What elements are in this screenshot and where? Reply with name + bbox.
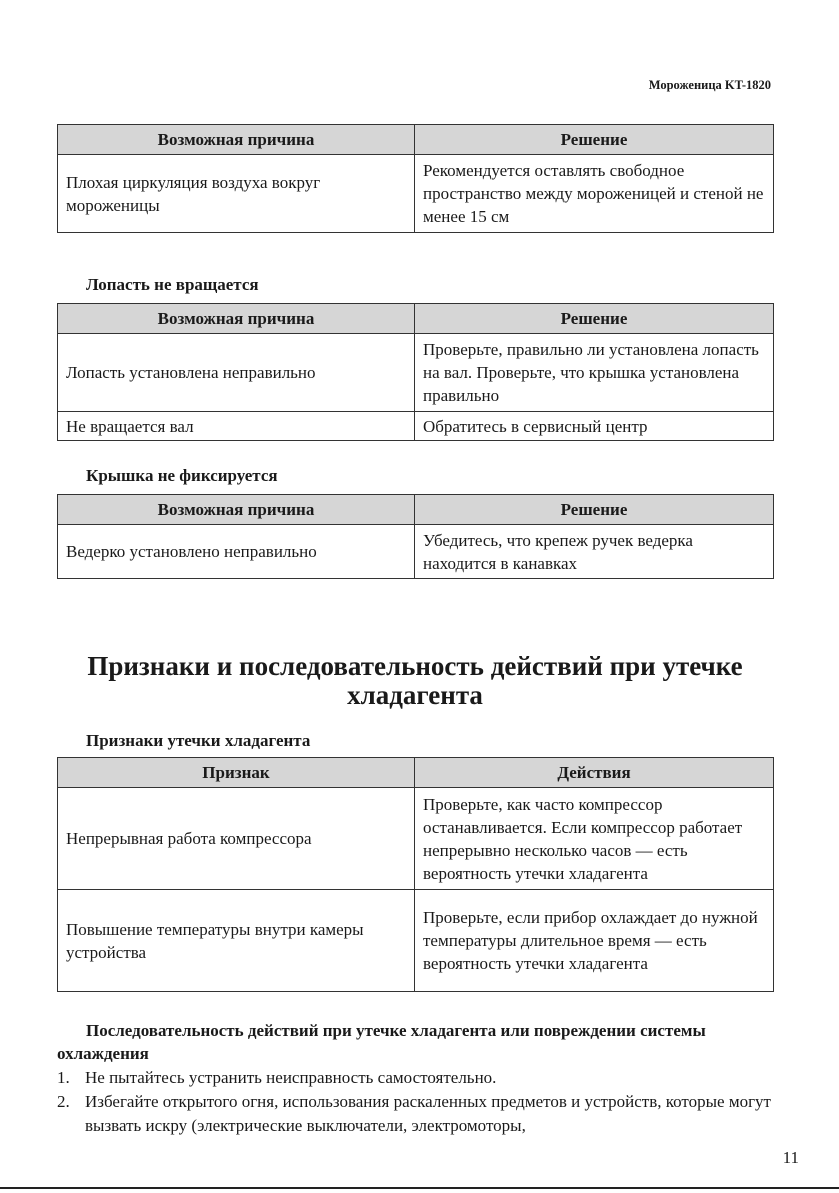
- column-header-solution: Решение: [415, 304, 774, 334]
- section-title-blade: Лопасть не вращается: [86, 275, 259, 294]
- solution-cell: Обратитесь в сервисный центр: [415, 412, 774, 441]
- list-item: [57, 1090, 773, 1138]
- step-number: 1.: [57, 1068, 70, 1087]
- action-cell: Проверьте, если прибор охлаждает до нужной температуры длительное время — есть вероятность утечки хладагента: [415, 890, 774, 992]
- table-row: [58, 890, 774, 992]
- table-row: [58, 788, 774, 890]
- page-title: Признаки и последовательность действий при утечке хладагента: [87, 651, 743, 710]
- table-row: [58, 334, 774, 412]
- table-air-circulation: [57, 124, 774, 233]
- column-header-cause: Возможная причина: [58, 495, 415, 525]
- sign-cell: Непрерывная работа компрессора: [58, 788, 415, 890]
- steps-list: [57, 1066, 773, 1138]
- page-number: 11: [782, 1148, 799, 1167]
- step-text: Не пытайтесь устранить неисправность самостоятельно.: [85, 1068, 497, 1087]
- column-header-solution: Решение: [415, 125, 774, 155]
- table-row: [58, 155, 774, 233]
- cause-cell: Лопасть установлена неправильно: [58, 334, 415, 412]
- section-title-lid: Крышка не фиксируется: [86, 466, 278, 485]
- table-leak-signs: [57, 757, 774, 992]
- sequence-title: Последовательность действий при утечке хладагента или повреждении системы охлаждения: [57, 1021, 706, 1063]
- section-title-leak-signs: Признаки утечки хладагента: [86, 731, 311, 750]
- cause-cell: Плохая циркуляция воздуха вокруг мороженицы: [58, 155, 415, 233]
- step-text: Избегайте открытого огня, использования раскаленных предметов и устройств, которые могут вызвать искру (электрические выключатели, электромоторы,: [85, 1092, 771, 1135]
- solution-cell: Убедитесь, что крепеж ручек ведерка находится в канавках: [415, 525, 774, 579]
- column-header-cause: Возможная причина: [58, 304, 415, 334]
- column-header-sign: Признак: [58, 758, 415, 788]
- column-header-cause: Возможная причина: [58, 125, 415, 155]
- table-row: [58, 412, 774, 441]
- cause-cell: Ведерко установлено неправильно: [58, 525, 415, 579]
- solution-cell: Проверьте, правильно ли установлена лопасть на вал. Проверьте, что крышка установлена правильно: [415, 334, 774, 412]
- cause-cell: Не вращается вал: [58, 412, 415, 441]
- solution-cell: Рекомендуется оставлять свободное пространство между мороженицей и стеной не менее 15 см: [415, 155, 774, 233]
- sign-cell: Повышение температуры внутри камеры устройства: [58, 890, 415, 992]
- column-header-actions: Действия: [415, 758, 774, 788]
- table-row: [58, 525, 774, 579]
- document-header: Мороженица KT-1820: [648, 78, 771, 92]
- table-blade: [57, 303, 774, 441]
- action-cell: Проверьте, как часто компрессор останавливается. Если компрессор работает непрерывно несколько часов — есть вероятность утечки хладагента: [415, 788, 774, 890]
- step-number: 2.: [57, 1092, 70, 1111]
- list-item: [57, 1066, 773, 1090]
- table-lid: [57, 494, 774, 579]
- column-header-solution: Решение: [415, 495, 774, 525]
- page-bottom-rule: [0, 1187, 839, 1189]
